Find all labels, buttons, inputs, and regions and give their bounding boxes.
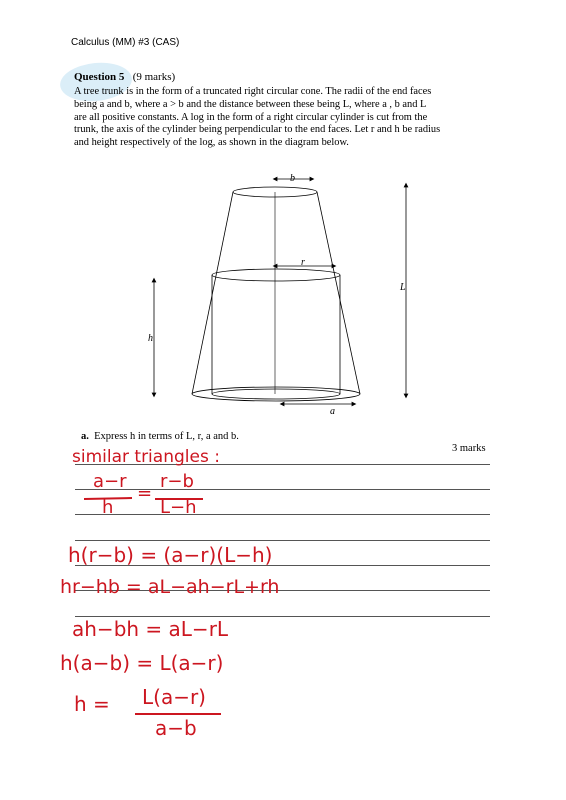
part-a-label: a. [81,431,89,442]
question-marks: (9 marks) [132,71,176,83]
answer-line [75,514,490,515]
handwritten-similar-triangles: similar triangles : [72,447,220,467]
question-line: trunk, the axis of the cylinder being perpendicular to the end faces. Let r and h be radius [74,124,441,136]
handwritten-equation-2: hr−hb = aL−ah−rL+rh [60,576,280,598]
label-r: r [301,257,305,268]
handwritten-equation-5-lhs: h = [74,692,110,716]
page-header: Calculus (MM) #3 (CAS) [71,37,180,48]
handwritten-fraction-2-numerator: r−b [160,471,194,492]
part-a-prompt [81,431,239,442]
cylinder-top-ellipse [212,269,340,281]
part-a-text: Express h in terms of L, r, a and b. [94,431,239,442]
cone-left-side [192,192,233,394]
handwritten-fraction-1-numerator: a−r [93,471,127,492]
part-a-marks: 3 marks [452,443,486,454]
handwritten-equation-5-denominator: a−b [155,716,197,740]
question-line: are all positive constants. A log in the form of a right circular cylinder is cut from the [74,111,428,123]
question-line: A tree trunk is in the form of a truncated right circular cone. The radii of the end faces [74,86,432,97]
handwritten-equation-4: h(a−b) = L(a−r) [60,651,224,675]
label-b: b [290,173,295,184]
handwritten-equals: = [137,483,153,504]
cone-right-side [317,192,360,394]
handwritten-equation-1: h(r−b) = (a−r)(L−h) [68,543,273,567]
answer-line [75,540,490,541]
handwritten-fraction-2-denominator: L−h [160,497,197,518]
handwritten-equation-5-numerator: L(a−r) [142,685,206,709]
question-line: being a and b, where a > b and the distance between these being L, where a , b and L [74,98,427,110]
label-L: L [400,282,406,293]
label-a: a [330,406,335,417]
cylinder-bottom-ellipse [212,389,340,399]
question-line: and height respectively of the log, as shown in the diagram below. [74,137,349,149]
handwritten-equation-3: ah−bh = aL−rL [72,617,229,641]
handwritten-fraction-1-denominator: h [102,497,114,518]
label-h: h [148,333,153,344]
question-number: Question 5 [74,71,125,83]
